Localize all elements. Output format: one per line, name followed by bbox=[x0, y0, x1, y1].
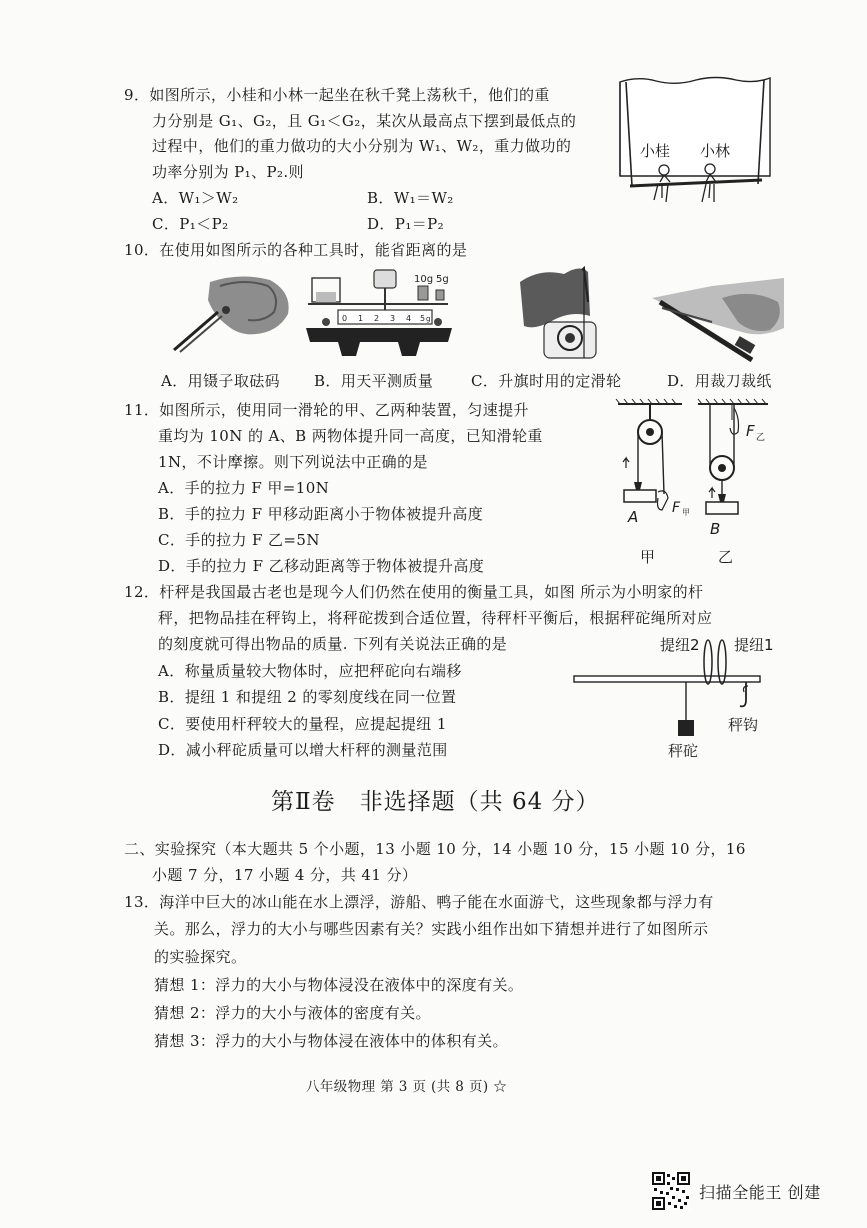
balance-tick-2: 2 bbox=[374, 314, 380, 323]
q11-option-a: A．手的拉力 F 甲=10N bbox=[158, 479, 330, 497]
q13-guess-1: 猜想 1：浮力的大小与物体浸没在液体中的深度有关。 bbox=[154, 976, 524, 994]
knob2-label: 提纽2 bbox=[660, 636, 700, 654]
force-yi-sub: 乙 bbox=[756, 433, 766, 443]
q13-guess-3: 猜想 3：浮力的大小与物体浸在液体中的体积有关。 bbox=[154, 1032, 508, 1050]
q10-option-b: B．用天平测质量 bbox=[314, 372, 434, 390]
part2-line-2: 小题 7 分，17 小题 4 分，共 41 分） bbox=[152, 866, 418, 884]
q9-option-b: B．W₁＝W₂ bbox=[367, 189, 454, 207]
q9-line-4: 功率分别为 P₁、P₂.则 bbox=[152, 163, 304, 181]
q12-option-d: D．减小秤砣质量可以增大杆秤的测量范围 bbox=[158, 741, 448, 759]
q11-option-c: C．手的拉力 F 乙=5N bbox=[158, 531, 320, 549]
knob1-label: 提纽1 bbox=[734, 636, 774, 654]
caption-jia: 甲 bbox=[640, 548, 656, 566]
q12-line-1: 12．杆秤是我国最古老也是现今人们仍然在使用的衡量工具，如图 所示为小明家的杆 bbox=[124, 583, 704, 601]
balance-tick-3: 3 bbox=[390, 314, 396, 323]
swing-label-xiaogui: 小桂 bbox=[640, 142, 671, 160]
q10-option-d: D．用裁刀裁纸 bbox=[667, 372, 772, 390]
q13-line-3: 的实验探究。 bbox=[154, 948, 247, 966]
scanner-watermark: 扫描全能王 创建 bbox=[699, 1183, 821, 1202]
q12-option-a: A．称量质量较大物体时，应把秤砣向右端移 bbox=[158, 662, 462, 680]
q9-line-2: 力分别是 G₁、G₂，且 G₁＜G₂，某次从最高点下摆到最低点的 bbox=[152, 112, 577, 130]
part2-line-1: 二、实验探究（本大题共 5 个小题，13 小题 10 分，14 小题 10 分，15 小题 10 分，16 bbox=[124, 840, 746, 858]
force-yi-symbol: F bbox=[746, 422, 755, 440]
fixed-pulley-image bbox=[520, 262, 604, 360]
pulley-systems-figure bbox=[612, 398, 772, 570]
section-title: 第Ⅱ卷 非选择题（共 64 分） bbox=[271, 789, 600, 815]
caption-yi: 乙 bbox=[718, 548, 734, 566]
q10-option-a: A．用镊子取砝码 bbox=[161, 372, 281, 390]
swing-figure bbox=[618, 76, 776, 208]
q11-line-1: 11．如图所示，使用同一滑轮的甲、乙两种装置，匀速提升 bbox=[124, 401, 529, 419]
label-b: B bbox=[710, 520, 721, 538]
swing-label-xiaolin: 小林 bbox=[700, 142, 731, 160]
q11-line-3: 1N，不计摩擦。则下列说法中正确的是 bbox=[158, 453, 428, 471]
q12-option-b: B．提纽 1 和提纽 2 的零刻度线在同一位置 bbox=[158, 688, 457, 706]
q13-line-2: 关。那么，浮力的大小与哪些因素有关？实践小组作出如下猜想并进行了如图所示 bbox=[154, 920, 709, 938]
steelyard-figure bbox=[572, 632, 782, 762]
q10-stem: 10．在使用如图所示的各种工具时，能省距离的是 bbox=[124, 241, 468, 259]
tweezers-image bbox=[170, 272, 295, 354]
balance-weight-10g: 10g bbox=[414, 274, 434, 285]
q9-option-c: C．P₁＜P₂ bbox=[152, 215, 229, 233]
q9-line-1: 9．如图所示，小桂和小林一起坐在秋千凳上荡秋千，他们的重 bbox=[124, 86, 550, 104]
balance-tick-0: 0 bbox=[342, 314, 348, 323]
balance-tick-1: 1 bbox=[358, 314, 364, 323]
q11-line-2: 重均为 10N 的 A、B 两物体提升同一高度，已知滑轮重 bbox=[158, 427, 543, 445]
page-footer: 八年级物理 第 3 页 (共 8 页) ☆ bbox=[306, 1079, 508, 1095]
force-jia-sub: 甲 bbox=[682, 508, 690, 517]
q9-option-a: A．W₁＞W₂ bbox=[152, 189, 239, 207]
label-a: A bbox=[628, 508, 639, 526]
q9-line-3: 过程中，他们的重力做功的大小分别为 W₁、W₂，重力做功的 bbox=[152, 137, 572, 155]
q13-guess-2: 猜想 2：浮力的大小与液体的密度有关。 bbox=[154, 1004, 431, 1022]
q12-line-2: 秤，把物品挂在秤钩上，将秤砣拨到合适位置，待秤杆平衡后，根据秤砣绳所对应 bbox=[158, 609, 713, 627]
q13-line-1: 13．海洋中巨大的冰山能在水上漂浮，游船、鸭子能在水面游弋，这些现象都与浮力有 bbox=[124, 893, 714, 911]
balance-unit: g bbox=[426, 315, 431, 323]
balance-weight-5g: 5g bbox=[436, 274, 449, 285]
balance-image bbox=[298, 266, 460, 358]
q11-option-d: D．手的拉力 F 乙移动距离等于物体被提升高度 bbox=[158, 557, 485, 575]
weight-label: 秤砣 bbox=[668, 742, 699, 760]
q12-line-3: 的刻度就可得出物品的质量. 下列有关说法正确的是 bbox=[158, 635, 508, 653]
qr-code-icon bbox=[652, 1172, 690, 1210]
q9-option-d: D．P₁＝P₂ bbox=[367, 215, 445, 233]
q10-option-c: C．升旗时用的定滑轮 bbox=[471, 372, 622, 390]
force-jia-symbol: F bbox=[672, 500, 681, 516]
balance-tick-4: 4 bbox=[406, 314, 412, 323]
paper-cutter-image bbox=[652, 278, 784, 362]
hook-label: 秤钩 bbox=[728, 716, 759, 734]
q11-option-b: B．手的拉力 F 甲移动距离小于物体被提升高度 bbox=[158, 505, 484, 523]
q12-option-c: C．要使用杆秤较大的量程，应提起提纽 1 bbox=[158, 715, 447, 733]
balance-tick-5: 5 bbox=[420, 314, 426, 323]
